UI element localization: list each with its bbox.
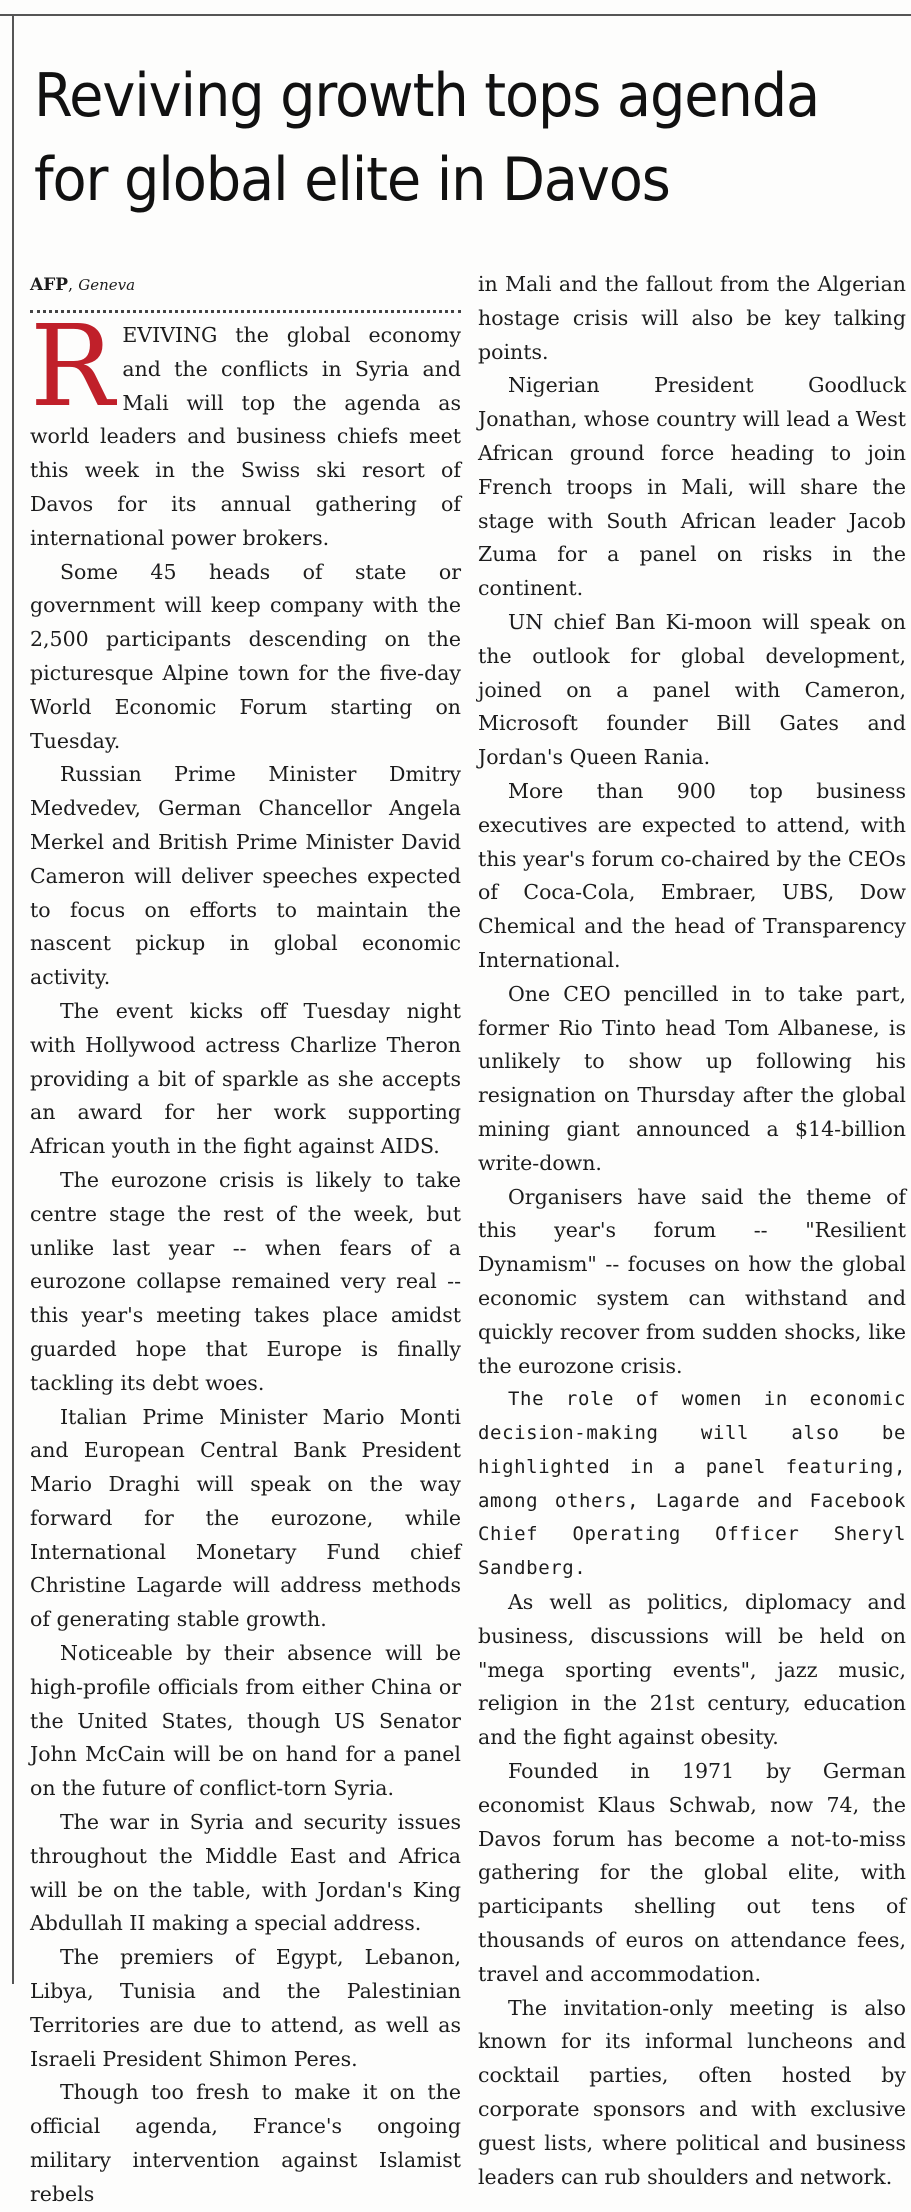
byline-place: Geneva [78,276,136,294]
paragraph-10: Though too fresh to make it on the official agenda, France's ongoing military intervention against Islamist rebels [30,2080,461,2206]
paragraph-5: The eurozone crisis is likely to take centre stage the rest of the week, but unlike last year -- when fears of a eurozone collapse remained very real -- this year's meeting takes place amidst guarded hope that Europe is finally tackling its debt woes. [30,1167,461,1395]
paragraph-2: Some 45 heads of state or government will keep company with the 2,500 participants descending on the picturesque Alpine town for the five-day World Economic Forum starting on Tuesday. [30,559,461,753]
paragraph-18: As well as politics, diplomacy and business, discussions will be held on "mega sporting events", jazz music, religion in the 21st century, education and the fight against obesity. [478,1590,906,1750]
paragraph-19: Founded in 1971 by German economist Klaus Schwab, now 74, the Davos forum has become a not-to-miss gathering for the global elite, with participants shelling out tens of thousands of euros on attendance fees, travel and accommodation. [478,1759,906,1986]
article-column-left [30,268,461,2212]
paragraph-1 [30,302,461,556]
paragraph-6: Italian Prime Minister Mario Monti and European Central Bank President Mario Draghi will speak on the way forward for the eurozone, while International Monetary Fund chief Christine Lagarde will address methods of generating stable growth. [30,1404,461,1632]
headline-line-2: for global elite in Davos [34,145,670,215]
drop-cap: R [30,302,115,432]
paragraph-9: The premiers of Egypt, Lebanon, Libya, Tunisia and the Palestinian Territories are due to attend, as well as Israeli President Shimon Peres. [30,1945,461,2071]
paragraph-7: Noticeable by their absence will be high-profile officials from either China or the United States, though US Senator John McCain will be on hand for a panel on the future of conflict-torn Syria. [30,1641,461,1801]
paragraph-14: More than 900 top business executives are expected to attend, with this year's forum co-chaired by the CEOs of Coca-Cola, Embraer, UBS, Dow Chemical and the head of Transparency International. [478,778,906,972]
byline-agency: AFP [30,275,69,295]
paragraph-1-text: EVIVING the global economy and the conflicts in Syria and Mali will top the agenda as world leaders and business chiefs meet this week in the Swiss ski resort of Davos for its annual gathering of international power brokers. [30,323,461,550]
top-border-rule [0,14,911,16]
byline-separator: , [68,275,79,294]
paragraph-15: One CEO pencilled in to take part, former Rio Tinto head Tom Albanese, is unlikely to show up following his resignation on Thursday after the global mining giant announced a $14-billion write-down. [478,981,906,1175]
paragraph-8: The war in Syria and security issues throughout the Middle East and Africa will be on the table, with Jordan's King Abdullah II making a special address. [30,1810,461,1936]
left-border-rule [12,14,14,1984]
paragraph-12: Nigerian President Goodluck Jonathan, whose country will lead a West African ground force heading to join French troops in Mali, will share the stage with South African leader Jacob Zuma for a panel on risks in the continent. [478,373,906,601]
byline [30,268,461,302]
paragraph-16: Organisers have said the theme of this year's forum -- "Resilient Dynamism" -- focuses on how the global economic system can withstand and quickly recover from sudden shocks, like the eurozone crisis. [478,1184,906,1378]
article-column-right [478,268,906,2194]
paragraph-20: The invitation-only meeting is also known for its informal luncheons and cocktail parties, often hosted by corporate sponsors and with exclusive guest lists, where political and business leaders can rub shoulders and network. [478,1995,906,2189]
paragraph-13: UN chief Ban Ki-moon will speak on the outlook for global development, joined on a panel with Cameron, Microsoft founder Bill Gates and Jordan's Queen Rania. [478,609,906,770]
headline-line-1: Reviving growth tops agenda [34,61,820,131]
paragraph-11: in Mali and the fallout from the Algerian hostage crisis will also be key talking points. [478,272,906,364]
headline [34,54,843,222]
paragraph-4: The event kicks off Tuesday night with Hollywood actress Charlize Theron providing a bit of sparkle as she accepts an award for her work supporting African youth in the fight against AIDS. [30,998,461,1159]
paragraph-17: The role of women in economic decision-making will also be highlighted in a panel featuring, among others, Lagarde and Facebook Chief Operating Officer Sheryl Sandberg. [478,1388,906,1580]
paragraph-3: Russian Prime Minister Dmitry Medvedev, German Chancellor Angela Merkel and British Prime Minister David Cameron will deliver speeches expected to focus on efforts to maintain the nascent pickup in global economic activity. [30,762,461,990]
